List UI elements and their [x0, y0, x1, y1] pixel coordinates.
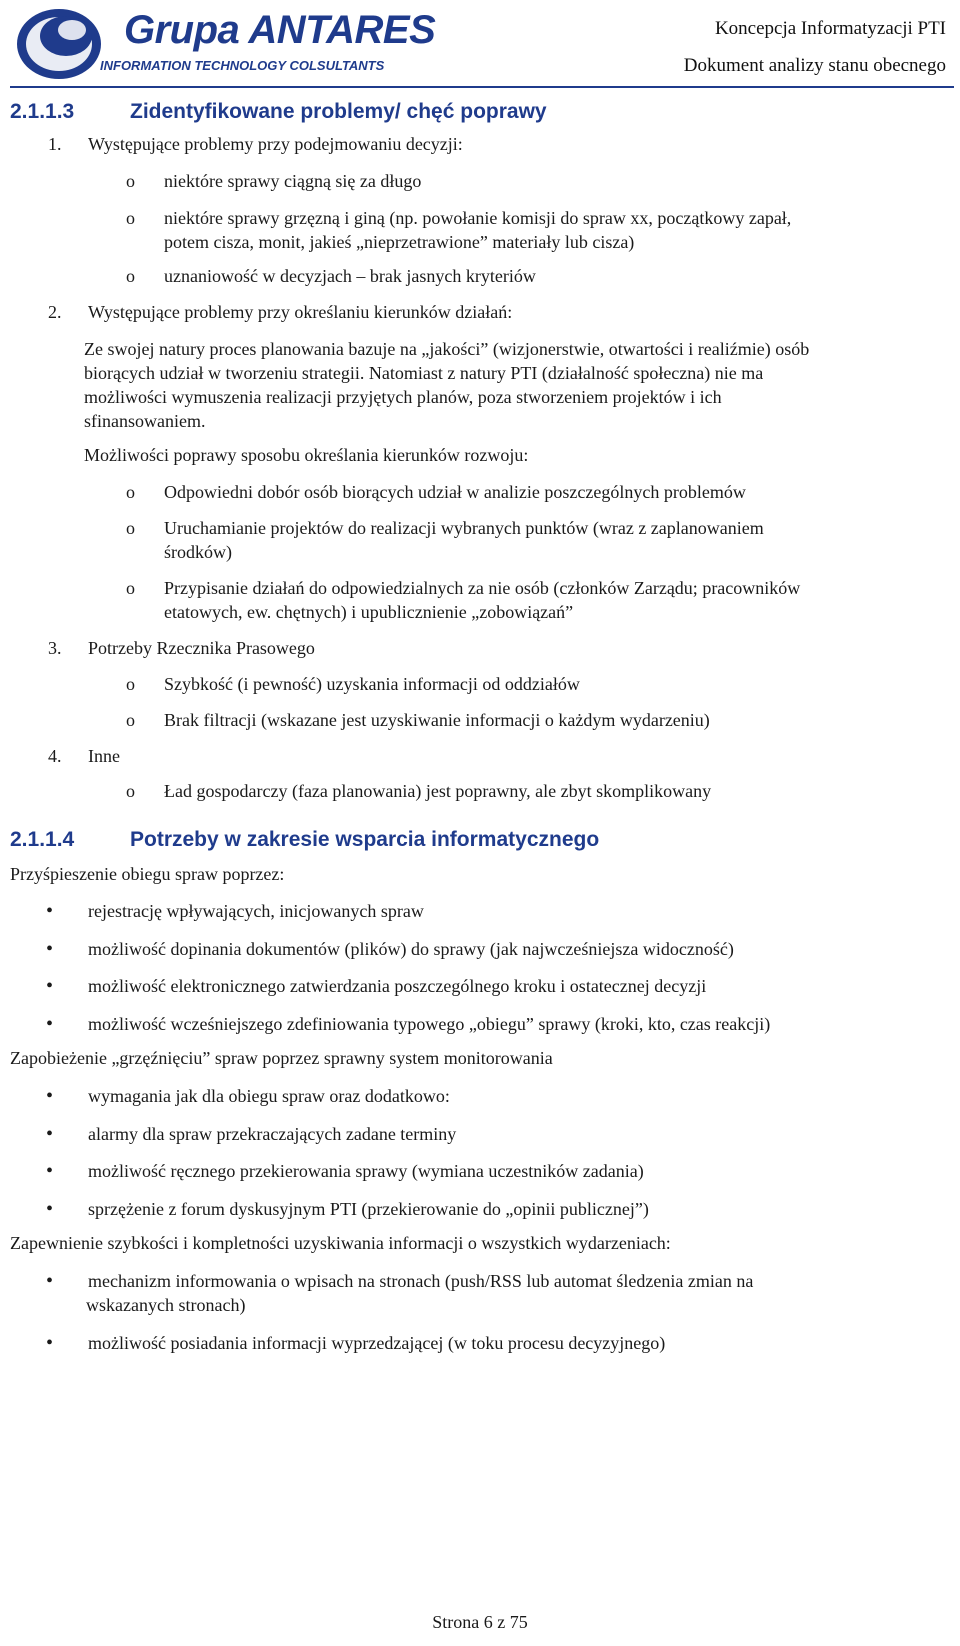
sub-marker: o — [126, 518, 135, 538]
bullet-item: możliwość elektronicznego zatwierdzania poszczególnego kroku i ostatecznej decyzji — [88, 976, 707, 996]
bullet-marker: • — [46, 1332, 54, 1354]
sub-item-cont: etatowych, ew. chętnych) i upublicznienie „zobowiązań” — [164, 602, 574, 622]
sub-marker: o — [126, 482, 135, 502]
bullet-item: możliwość dopinania dokumentów (plików) do sprawy (jak najwcześniejsza widoczność) — [88, 939, 734, 959]
paragraph-line: biorących udział w tworzeniu strategii. Natomiast z natury PTI (działalność społeczna) nie ma — [84, 363, 764, 383]
bullet-marker: • — [46, 1270, 54, 1292]
sub-marker: o — [126, 781, 135, 801]
sub-marker: o — [126, 266, 135, 286]
paragraph-line: możliwości wymuszenia realizacji przyjętych planów, poza stworzeniem projektów i ich — [84, 387, 722, 407]
brand-tagline: INFORMATION TECHNOLOGY COLSULTANTS — [100, 58, 385, 73]
bullet-item: mechanizm informowania o wpisach na stronach (push/RSS lub automat śledzenia zmian na — [88, 1271, 754, 1291]
bullet-marker: • — [46, 900, 54, 922]
list-number: 2. — [48, 302, 62, 322]
sub-item: niektóre sprawy grzęzną i giną (np. powołanie komisji do spraw xx, początkowy zapał, — [164, 208, 792, 228]
list-item-text: Występujące problemy przy określaniu kierunków działań: — [88, 302, 513, 322]
bullet-item: rejestrację wpływających, inicjowanych spraw — [88, 901, 424, 921]
document-title: Koncepcja Informatyzacji PTI — [714, 18, 946, 39]
sub-item: niektóre sprawy ciągną się za długo — [164, 171, 422, 191]
section-title: Potrzeby w zakresie wsparcia informatycznego — [130, 828, 600, 851]
section-heading — [10, 828, 599, 852]
bullet-marker: • — [46, 938, 54, 960]
list-item-text: Inne — [88, 746, 120, 766]
sub-marker: o — [126, 171, 135, 191]
sub-item-cont: środków) — [164, 542, 232, 562]
section-heading — [10, 100, 547, 124]
sub-item: Ład gospodarczy (faza planowania) jest poprawny, ale zbyt skomplikowany — [164, 781, 712, 801]
bullet-marker: • — [46, 975, 54, 997]
document-header — [684, 10, 946, 84]
sub-item: Odpowiedni dobór osób biorących udział w analizie poszczególnych problemów — [164, 482, 746, 502]
sub-marker: o — [126, 578, 135, 598]
sub-item-cont: potem cisza, monit, jakieś „nieprzetrawione” materiały lub cisza) — [164, 232, 635, 252]
paragraph-line: Ze swojej natury proces planowania bazuje na „jakości” (wizjonerstwie, otwartości i realiźmie) osób — [84, 339, 810, 359]
group-heading: Przyśpieszenie obiegu spraw poprzez: — [10, 864, 285, 884]
section-title: Zidentyfikowane problemy/ chęć poprawy — [130, 100, 547, 123]
list-item-text: Występujące problemy przy podejmowaniu decyzji: — [88, 134, 463, 154]
bullet-item: sprzężenie z forum dyskusyjnym PTI (przekierowanie do „opinii publicznej”) — [88, 1199, 649, 1219]
brand-name: Grupa ANTARES — [124, 8, 436, 52]
list-number: 1. — [48, 134, 62, 154]
sub-heading: Możliwości poprawy sposobu określania kierunków rozwoju: — [84, 445, 529, 465]
section-number: 2.1.1.4 — [10, 828, 75, 851]
bullet-item: możliwość ręcznego przekierowania sprawy (wymiana uczestników zadania) — [88, 1161, 644, 1181]
bullet-item: wymagania jak dla obiegu spraw oraz dodatkowo: — [88, 1086, 450, 1106]
bullet-marker: • — [46, 1123, 54, 1145]
bullet-marker: • — [46, 1085, 54, 1107]
bullet-marker: • — [46, 1198, 54, 1220]
sub-item: Uruchamianie projektów do realizacji wybranych punktów (wraz z zaplanowaniem — [164, 518, 764, 538]
paragraph-line: sfinansowaniem. — [84, 411, 206, 431]
section-number: 2.1.1.3 — [10, 100, 75, 123]
sub-item: Brak filtracji (wskazane jest uzyskiwanie informacji o każdym wydarzeniu) — [164, 710, 710, 730]
sub-marker: o — [126, 674, 135, 694]
bullet-marker: • — [46, 1013, 54, 1035]
bullet-item: możliwość wcześniejszego zdefiniowania typowego „obiegu” sprawy (kroki, kto, czas reakcji) — [88, 1014, 771, 1034]
header-divider — [10, 86, 954, 88]
bullet-item: alarmy dla spraw przekraczających zadane terminy — [88, 1124, 457, 1144]
sub-marker: o — [126, 710, 135, 730]
sub-item: Szybkość (i pewność) uzyskania informacji od oddziałów — [164, 674, 580, 694]
bullet-item: możliwość posiadania informacji wyprzedzającej (w toku procesu decyzyjnego) — [88, 1333, 666, 1353]
bullet-item-cont: wskazanych stronach) — [86, 1295, 246, 1315]
group-heading: Zapewnienie szybkości i kompletności uzyskiwania informacji o wszystkich wydarzeniach: — [10, 1233, 671, 1253]
list-item-text: Potrzeby Rzecznika Prasowego — [88, 638, 315, 658]
group-heading: Zapobieżenie „grzęźnięciu” spraw poprzez sprawny system monitorowania — [10, 1048, 553, 1068]
document-subtitle: Dokument analizy stanu obecnego — [683, 55, 946, 76]
sub-item: uznaniowość w decyzjach – brak jasnych kryteriów — [164, 266, 536, 286]
sub-item: Przypisanie działań do odpowiedzialnych za nie osób (członków Zarządu; pracowników — [164, 578, 801, 598]
list-number: 4. — [48, 746, 62, 766]
sub-marker: o — [126, 208, 135, 228]
page-number: Strona 6 z 75 — [432, 1612, 528, 1632]
list-number: 3. — [48, 638, 62, 658]
company-logo — [12, 5, 106, 88]
bullet-marker: • — [46, 1160, 54, 1182]
